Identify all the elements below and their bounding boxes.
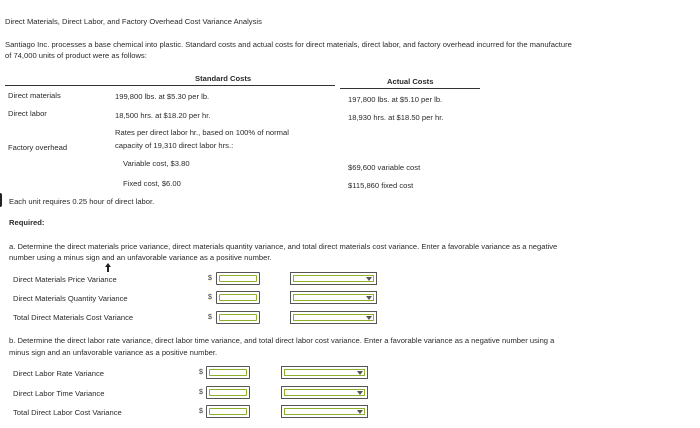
part-a-instruction-line-1: a. Determine the direct materials price variance, direct materials quantity variance, and total direct materials cost variance. Enter a favorable variance as a negative	[9, 242, 558, 251]
dl-total-currency: $	[199, 408, 203, 415]
dl-rate-variance-select[interactable]	[281, 366, 368, 379]
overhead-rates-line-1: Rates per direct labor hr., based on 100% of normal	[115, 128, 289, 137]
table-header-rule	[5, 85, 335, 86]
required-label: Required:	[9, 218, 45, 227]
dm-quantity-currency: $	[208, 294, 212, 301]
standard-costs-header: Standard Costs	[195, 74, 252, 83]
actual-costs-header: Actual Costs	[387, 77, 434, 86]
dl-time-variance-label: Direct Labor Time Variance	[13, 389, 105, 398]
dm-quantity-variance-label: Direct Materials Quantity Variance	[13, 294, 128, 303]
dm-total-variance-label: Total Direct Materials Cost Variance	[13, 313, 134, 322]
factory-overhead-label: Factory overhead	[8, 143, 68, 152]
dm-price-variance-label: Direct Materials Price Variance	[13, 275, 117, 284]
part-b-instruction-line-1: b. Determine the direct labor rate variance, direct labor time variance, and total direct labor cost variance. Enter a favorable variance as a negative number using a	[9, 336, 555, 345]
dm-price-variance-select[interactable]	[290, 272, 377, 285]
dm-total-currency: $	[208, 314, 212, 321]
dl-time-currency: $	[199, 389, 203, 396]
dl-total-variance-label: Total Direct Labor Cost Variance	[13, 408, 122, 417]
dl-time-variance-input[interactable]	[206, 386, 250, 399]
direct-labor-actual: 18,930 hrs. at $18.50 per hr.	[348, 113, 444, 122]
dl-total-variance-input[interactable]	[206, 405, 250, 418]
fixed-cost-actual: $115,860 fixed cost	[348, 181, 414, 190]
labor-note: Each unit requires 0.25 hour of direct labor.	[9, 197, 155, 206]
part-a-instruction-line-2: number using a minus sign and an unfavorable variance as a positive number.	[9, 253, 272, 262]
page-title: Direct Materials, Direct Labor, and Factory Overhead Cost Variance Analysis	[5, 17, 262, 26]
chevron-down-icon	[357, 371, 363, 375]
dm-quantity-variance-select[interactable]	[290, 291, 377, 304]
direct-materials-label: Direct materials	[8, 91, 61, 100]
direct-materials-actual: 197,800 lbs. at $5.10 per lb.	[348, 95, 443, 104]
dl-rate-variance-label: Direct Labor Rate Variance	[13, 369, 105, 378]
direct-labor-standard: 18,500 hrs. at $18.20 per hr.	[115, 111, 211, 120]
dl-rate-variance-input[interactable]	[206, 366, 250, 379]
intro-line-1: Santiago Inc. processes a base chemical into plastic. Standard costs and actual costs for direct materials, direct labor, and factory overhead incurred for the manufacture	[5, 40, 572, 49]
chevron-down-icon	[357, 391, 363, 395]
direct-labor-label: Direct labor	[8, 109, 47, 118]
dm-price-variance-input[interactable]	[216, 272, 260, 285]
fixed-cost-standard: Fixed cost, $6.00	[123, 179, 181, 188]
variable-cost-actual: $69,600 variable cost	[348, 163, 421, 172]
dl-total-variance-select[interactable]	[281, 405, 368, 418]
direct-materials-standard: 199,800 lbs. at $5.30 per lb.	[115, 92, 210, 101]
dm-total-variance-select[interactable]	[290, 311, 377, 324]
dm-quantity-variance-input[interactable]	[216, 291, 260, 304]
dl-rate-currency: $	[199, 369, 203, 376]
variable-cost-standard: Variable cost, $3.80	[123, 159, 190, 168]
chevron-down-icon	[366, 296, 372, 300]
left-edge-marker	[0, 193, 2, 207]
part-b-instruction-line-2: minus sign and an unfavorable variance as a positive number.	[9, 348, 218, 357]
dm-total-variance-input[interactable]	[216, 311, 260, 324]
dm-price-currency: $	[208, 275, 212, 282]
dl-time-variance-select[interactable]	[281, 386, 368, 399]
chevron-down-icon	[366, 277, 372, 281]
chevron-down-icon	[357, 410, 363, 414]
move-cursor-icon	[104, 263, 112, 273]
intro-line-2: of 74,000 units of product were as follows:	[5, 51, 147, 60]
overhead-rates-line-2: capacity of 19,310 direct labor hrs.:	[115, 141, 234, 150]
chevron-down-icon	[366, 316, 372, 320]
actual-header-rule	[340, 88, 480, 89]
